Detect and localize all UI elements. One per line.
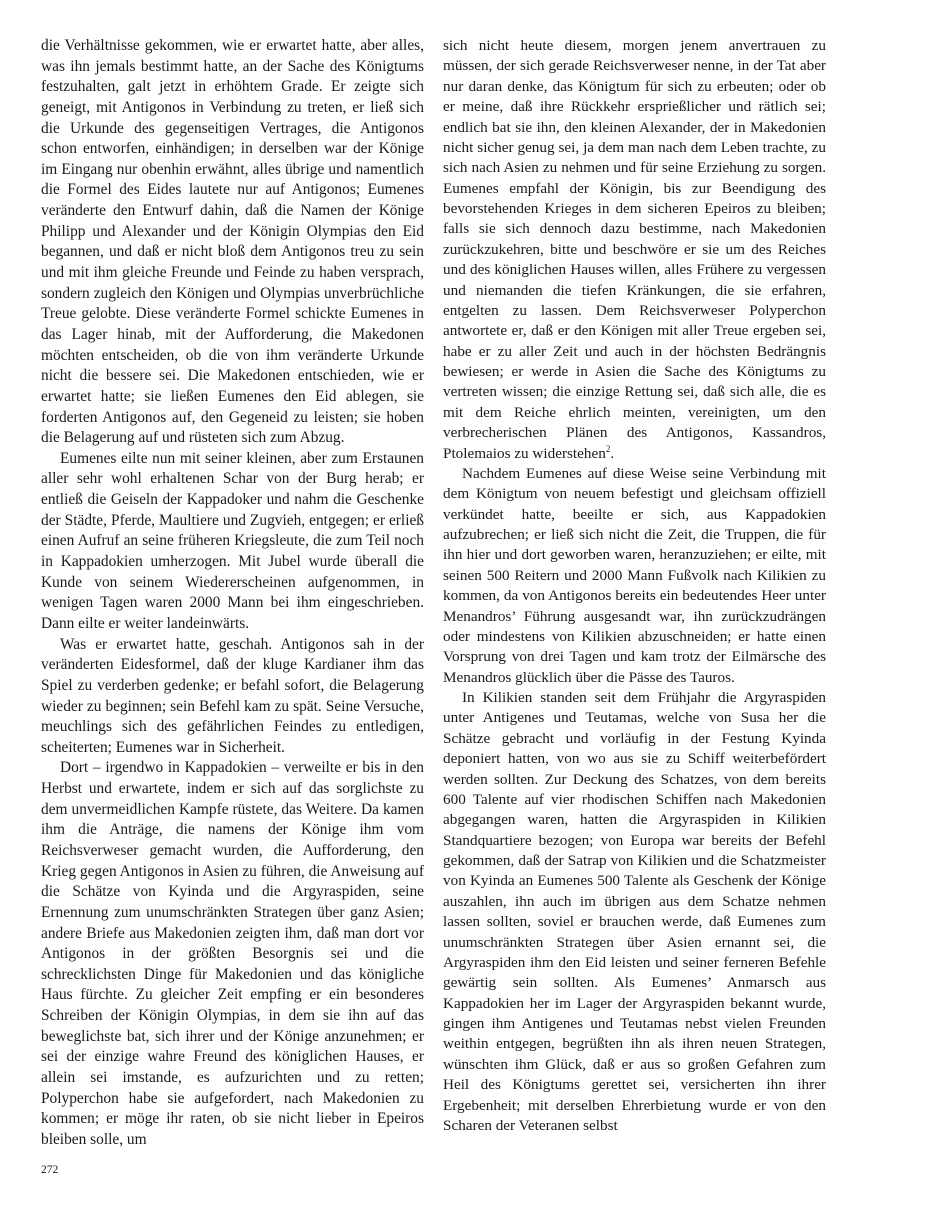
- paragraph: Dort – irgendwo in Kappadokien – verweilte er bis in den Herbst und erwartete, indem er sich auf das sorglichste zu dem unvermeidlichen Kampfe rüstete, das Weitere. Da kamen ihm die Anträge, die namens der Könige ihm vom Reichsverweser gemacht wurden, die Aufforderung, den Krieg gegen Antigonos in Asien zu führen, die Anweisung auf die Schätze von Kyinda und die Argyraspiden, seine Ernennung zum unumschränkten Strategen über ganz Asien; andere Briefe aus Makedonien zeigten ihm, daß man dort vor Antigonos in der größten Besorgnis sei und die schrecklichsten Dinge für Makedonien und das königliche Haus fürchte. Zu gleicher Zeit empfing er ein besonderes Schreiben der Königin Olympias, in dem sie ihn auf das beweglichste bat, sich ihrer und der Könige anzunehmen; er sei der einzige wahre Freund des königlichen Hauses, er allein sei imstande, es aufzurichten und zu retten; Polyperchon habe sie aufgefordert, nach Makedonien zu kommen; er möge ihr raten, ob sie nicht lieber in Epeiros bleiben solle, um: [41, 759, 424, 1148]
- paragraph-text: sich nicht heute diesem, morgen jenem anvertrauen zu müssen, der sich gerade Reichsverweser nenne, in der Tat aber nur daran denke, das Königtum für sich zu erbeuten; oder ob er meine, daß ihre Rückkehr ersprießlicher und rätlich sei; endlich bat sie ihn, den kleinen Alexander, der in Makedonien nicht sicher genug sei, ja dem man nach dem Leben trachte, zu sich nach Asien zu nehmen und für seine Erziehung zu sorgen. Eumenes empfahl der Königin, bis zur Beendigung des bevorstehenden Krieges in dem sicheren Epeiros zu bleiben; falls sie sich dennoch dazu bestimme, nach Makedonien zurückzukehren, bitte und beschwöre er sie um des Reiches und des königlichen Hauses willen, alles Frühere zu vergessen und niemanden die tiefen Kränkungen, die sie erfahren, entgelten zu lassen. Dem Reichsverweser Polyperchon antwortete er, daß er den Königen mit aller Treue ergeben sei, habe er zu aller Zeit und auch in der höchsten Bedrängnis bewiesen; er werde in Asien die Sache des Königtums zu vertreten wissen; die einzige Rettung sei, daß sich alle, die es mit dem Reiche ehrlich meinten, vereinigten, um den verbrecherischen Plänen des Antigonos, Kassandros, Ptolemaios zu widerstehen: [443, 37, 826, 462]
- paragraph: [443, 36, 826, 464]
- paragraph: Was er erwartet hatte, geschah. Antigonos sah in der veränderten Eidesformel, daß der kluge Kardianer ihm das Spiel zu verderben gedenke; er befahl sofort, die Belagerung wieder zu beginnen; sein Befehl kam zu spät. Seine Versuche, meuchlings sich des gefährlichen Feindes zu entledigen, scheiterten; Eumenes war in Sicherheit.: [41, 635, 424, 756]
- right-column: [443, 36, 826, 1136]
- left-column: [41, 36, 424, 1151]
- paragraph: Eumenes eilte nun mit seiner kleinen, aber zum Erstaunen aller sehr wohl erhaltenen Schar von der Burg herab; er entließ die Geiseln der Kappadoker und nahm die Geschenke der Städte, Pferde, Maultiere und Zugvieh, entgegen; er erließ einen Aufruf an seine früheren Kriegsleute, die zum Teil noch in Kappadokien umherzogen. Mit Jubel wurde überall die Kunde von seinem Wiedererscheinen aufgenommen, in wenigen Tagen waren 2000 Mann bei ihm eingeschrieben. Dann eilte er weiter landeinwärts.: [41, 449, 424, 632]
- paragraph: Nachdem Eumenes auf diese Weise seine Verbindung mit dem Königtum von neuem befestigt und gleichsam offiziell verkündet hatte, beeilte er sich, aus Kappadokien aufzubrechen; er ließ sich nicht die Zeit, die Truppen, die für ihn hier und dort geworben waren, heranzuziehen; er eilte, mit seinen 500 Reitern und 2000 Mann Fußvolk nach Kilikien zu kommen, da von Antigonos bereits ein bedeutendes Heer unter Menandros’ Führung ausgesandt war, ihn zurückzudrängen oder mindestens von Kilikien abzuschneiden; er hatte einen Vorsprung von drei Tagen und kam trotz der Eilmärsche des Menandros glücklich über die Pässe des Tauros.: [443, 464, 826, 686]
- footnote-marker: 2: [605, 443, 611, 454]
- paragraph-end-punctuation: .: [610, 444, 615, 462]
- paragraph: In Kilikien standen seit dem Frühjahr die Argyraspiden unter Antigenes und Teutamas, welche von Susa her die Schätze gebracht und vorläufig in der Festung Kyinda deponiert hatten, von wo aus sie zu Schiff weiterbefördert werden sollten. Zur Deckung des Schatzes, von dem bereits 600 Talente auf vier rhodischen Schiffen nach Makedonien abgegangen waren, hatten die Argyraspiden in Kilikien Standquartiere bezogen; von Europa war bereits der Befehl gekommen, daß der Satrap von Kilikien und die Schatzmeister von Kyinda an Eumenes 500 Talente als Geschenk der Könige auszahlen, ihn auch im übrigen aus dem Schatze nehmen lassen sollten, soviel er brauchen werde, daß Eumenes zum unumschränkten Strategen über Asien ernannt sei, die Argyraspiden ihm den Eid leisten und seiner ferneren Befehle gewärtig sein sollten. Als Eumenes’ Anmarsch aus Kappadokien her im Lager der Argyraspiden bekannt wurde, gingen ihm Antigenes und Teutamas nebst vielen Freunden weithin entgegen, begrüßten ihn als ihren neuen Strategen, wünschten ihm Glück, daß er aus so großen Gefahren zum Heil des Königtums gerettet sei, versicherten ihn ihrer Ergebenheit; mit derselben Ehrerbietung wurde er von den Scharen der Veteranen selbst: [443, 689, 826, 1134]
- paragraph: die Verhältnisse gekommen, wie er erwartet hatte, aber alles, was ihn jemals bestimmt hatte, an der Sache des Königtums festzuhalten, galt jetzt in erhöhtem Grade. Er zeigte sich geneigt, mit Antigonos in Verbindung zu treten, er ließ sich die Urkunde des gegenseitigen Vertrages, die Antigonos schon entworfen, einhändigen; in derselben war der Könige im Eingang nur obenhin erwähnt, alles übrige und namentlich die Formel des Eides lautete nur auf Antigonos; Eumenes veränderte den Entwurf dahin, daß die Namen der Könige Philipp und Alexander und der Königin Olympias den Eid begannen, und daß er nicht bloß dem Antigonos treu zu sein und mit ihm gleiche Freunde und Feinde zu haben versprach, sondern zugleich den Königen und Olympias unverbrüchliche Treue gelobte. Diese veränderte Formel schickte Eumenes in das Lager hinab, mit der Aufforderung, die Makedonen möchten entscheiden, ob die von ihm veränderte Urkunde nicht die bessere sei. Die Makedonen entschieden, wie er erwartet hatte; sie ließen Eumenes den Eid ablegen, sie forderten Antigonos auf, den Gegeneid zu leisten; sie hoben die Belagerung auf und rüsteten sich zum Abzug.: [41, 37, 424, 447]
- page-number: 272: [41, 1164, 59, 1176]
